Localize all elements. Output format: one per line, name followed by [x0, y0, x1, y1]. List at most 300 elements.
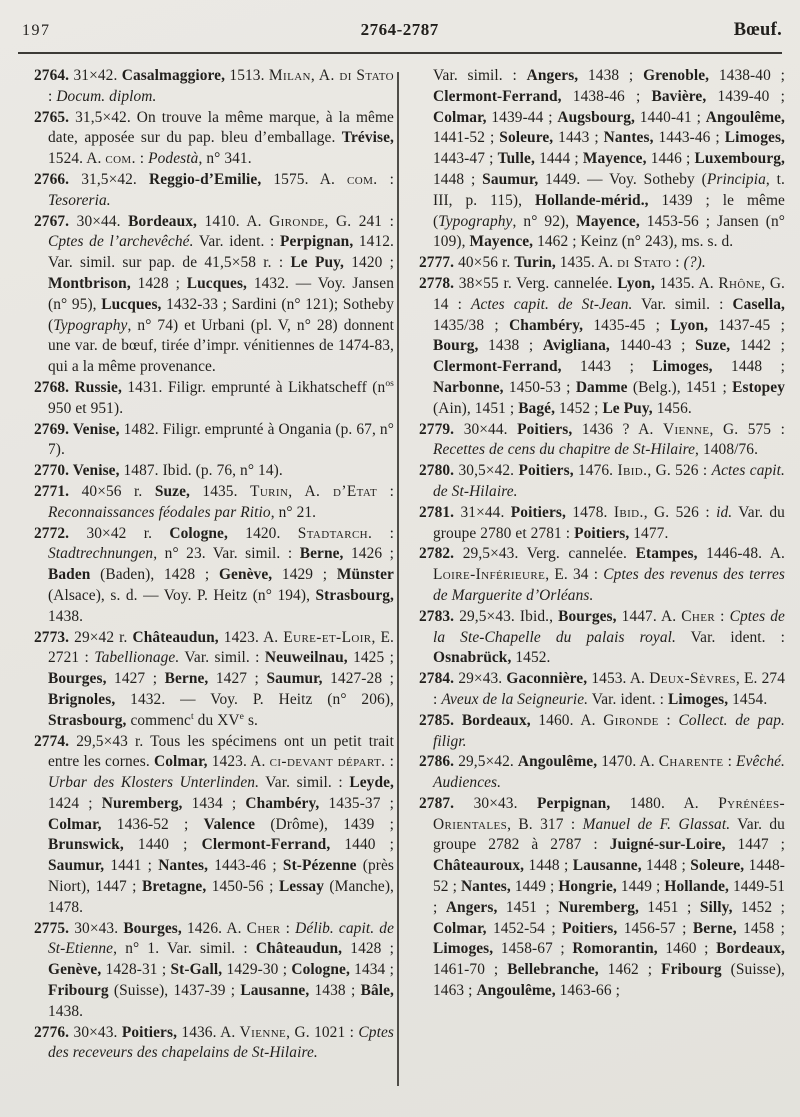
smallcaps-text: Vienne — [662, 420, 710, 438]
bold-text: 2786. — [419, 753, 455, 771]
plain-text: 1524. A. — [48, 150, 106, 168]
plain-text: 1460. A. — [530, 711, 604, 729]
page-body — [34, 66, 785, 1117]
smallcaps-text: com. — [347, 170, 378, 188]
smallcaps-text: Charente — [658, 753, 724, 771]
bold-text: Grenoble, — [643, 67, 710, 84]
entry-2786 — [419, 752, 785, 794]
bold-text: Mayence, — [576, 212, 640, 230]
plain-text: 1452-54 ; — [486, 919, 563, 937]
plain-text: 1448 ; — [433, 170, 483, 188]
entry-2768 — [34, 378, 394, 420]
plain-text: (Baden), 1428 ; — [90, 566, 219, 584]
plain-text: , n° 23. Var. simil. : — [153, 545, 300, 563]
plain-text: Var. simil. : — [259, 774, 350, 792]
plain-text: , E. 2721 : — [48, 628, 394, 667]
plain-text: 1440 ; — [330, 836, 394, 854]
bold-text: Angers, — [526, 67, 579, 84]
bold-text: Bourg, — [433, 337, 479, 355]
italic-text: Cptes de la Ste-Chapelle du palais royal. — [433, 607, 785, 646]
bold-text: Damme — [575, 378, 628, 396]
bold-text: Colmar, — [48, 815, 102, 833]
bold-text: Romorantin, — [572, 940, 658, 958]
plain-text: 1513. — [225, 67, 269, 84]
plain-text: 1424 ; — [48, 794, 102, 812]
bold-text: Brunswick, — [48, 836, 124, 854]
bold-text: Châteaudun, — [255, 940, 343, 958]
plain-text: , 1408/76. — [695, 441, 759, 459]
plain-text: , G. 1021 : — [286, 1023, 359, 1041]
italic-text: Cptes des receveurs des chapelains de St-Hilaire. — [48, 1023, 394, 1062]
bold-text: Bourges, — [48, 670, 107, 688]
bold-text: 2780. — [419, 462, 455, 480]
bold-text: Brignoles, — [48, 690, 116, 708]
bold-text: Cologne, — [169, 524, 228, 542]
bold-text: 2776. — [34, 1023, 70, 1041]
bold-text: Colmar, — [433, 108, 487, 126]
bold-text: Avigliana, — [542, 337, 610, 355]
plain-text: 1462 ; Keinz (n° 243), ms. s. d. — [533, 233, 734, 251]
italic-text: Actes capit. de St-Hilaire. — [433, 462, 785, 500]
plain-text: 1456. — [652, 399, 692, 417]
plain-text: 1454. — [728, 690, 768, 708]
plain-text: 1450-56 ; — [206, 878, 279, 896]
plain-text: 1447 ; — [725, 836, 785, 854]
bold-text: Strasbourg, — [315, 586, 394, 604]
entry-2770 — [34, 461, 394, 482]
plain-text: , G. 575 : — [709, 420, 786, 438]
entry-2772 — [34, 524, 394, 628]
bold-text: 2777. — [419, 254, 455, 272]
plain-text: , E. 274 : — [433, 670, 785, 708]
bold-text: Estopey — [732, 378, 786, 396]
plain-text: 1436 ? A. — [572, 420, 663, 438]
plain-text: 1432. — Voy. Jansen (n° 95), — [48, 274, 395, 313]
plain-text: : — [377, 482, 394, 500]
bold-text: Clermont-Ferrand, — [433, 87, 562, 105]
smallcaps-text: Eure-et-Loir — [283, 628, 372, 646]
entry-2784 — [419, 669, 785, 711]
plain-text: 1446-48. A. — [697, 545, 785, 563]
bold-text: Nantes, — [158, 857, 209, 875]
plain-text: 1444 ; — [534, 150, 583, 168]
bold-text: Bagé, — [518, 399, 556, 417]
plain-text: : — [715, 607, 730, 625]
bold-text: Angoulême, — [705, 108, 785, 126]
bold-text: Nuremberg, — [558, 898, 639, 916]
plain-text: 1443-47 ; — [433, 150, 498, 168]
plain-text: Var. simil. : — [179, 649, 265, 667]
smallcaps-text: Deux-Sèvres — [649, 670, 736, 688]
plain-text: 1429 ; — [272, 566, 337, 584]
italic-text: Collect. de pap. filigr. — [433, 711, 785, 750]
plain-text: , t. III, p. 115), — [433, 170, 785, 209]
plain-text: 1439-44 ; — [486, 108, 558, 126]
entry-2785 — [419, 711, 785, 753]
plain-text: 1480. A. — [610, 794, 719, 812]
bold-text: Münster — [336, 566, 394, 584]
plain-text: 1463-66 ; — [555, 982, 620, 1000]
plain-text: 30×42 r. — [69, 524, 170, 542]
plain-text: 1435. A. — [555, 254, 618, 272]
plain-text: (Alsace), s. d. — Voy. P. Heitz (n° 194), — [48, 586, 316, 604]
bold-text: 2778. — [419, 274, 455, 292]
plain-text: 1434 ; — [349, 961, 394, 979]
plain-text: 1438 ; — [578, 67, 644, 84]
bold-text: Poitiers, — [121, 1023, 178, 1041]
bold-text: Lausanne, — [572, 857, 642, 875]
bold-text: 2773. — [34, 628, 70, 646]
plain-text: 1448-52 ; — [433, 857, 786, 896]
entry-2780 — [419, 461, 785, 503]
italic-text: Podestà — [148, 150, 199, 168]
bold-text: Châteauroux, — [433, 857, 525, 875]
italic-text: Recettes de cens du chapitre de St-Hilaire — [433, 441, 696, 459]
bold-text: Strasbourg, — [48, 711, 127, 729]
plain-text: Var. simil. : — [433, 67, 527, 84]
plain-text: , E. 34 : — [545, 566, 604, 584]
plain-text: (Ain), 1451 ; — [433, 399, 519, 417]
bold-text: Poitiers, — [574, 524, 630, 542]
italic-text: Evêché. Audiences. — [433, 753, 785, 792]
plain-text: : — [385, 753, 395, 771]
plain-text: 29,5×43 r. Tous les spécimens ont un petit trait entre les cornes. — [48, 732, 394, 771]
plain-text: 1438 ; — [309, 982, 361, 1000]
plain-text: 1449. — Voy. Sotheby ( — [538, 170, 707, 188]
plain-text: Var. simil. : — [632, 295, 733, 313]
plain-text: : — [372, 524, 394, 542]
plain-text: (Drôme), 1439 ; — [255, 815, 394, 833]
bold-text: Silly, — [699, 898, 733, 916]
plain-text: 1420. — [227, 524, 298, 542]
bold-text: Tulle, — [497, 150, 535, 168]
plain-text: 1427-28 ; — [322, 670, 395, 688]
plain-text: , n° 74) et Urbani (pl. V, n° 28) donnent une var. de bœuf, tirée d’impr. vénitiennes de 1474-83, qui a la même provenance. — [48, 316, 394, 376]
plain-text: 1438-46 ; — [561, 87, 652, 105]
bold-text: Neuweilnau, — [264, 649, 348, 667]
plain-text: 1448 ; — [524, 857, 573, 875]
plain-text: 1423. A. — [218, 628, 284, 646]
plain-text: (Suisse), 1463 ; — [433, 961, 785, 1000]
plain-text: , G. 14 : — [433, 274, 785, 313]
plain-text: 29,5×42. — [454, 753, 518, 771]
plain-text: 40×56 r. — [69, 482, 155, 500]
smallcaps-text: Cher — [246, 919, 281, 937]
bold-text: 2764. — [34, 67, 70, 84]
plain-text: 1476. — [573, 462, 618, 480]
plain-text: 1438 ; — [478, 337, 543, 355]
plain-text: 1428-31 ; — [101, 961, 171, 979]
bold-text: Mayence, — [469, 233, 534, 251]
smallcaps-text: Gironde — [603, 711, 659, 729]
bold-text: Trévise, — [341, 129, 394, 147]
bold-text: 2771. — [34, 482, 70, 500]
bold-text: 2774. — [34, 732, 70, 750]
plain-text: 31,5×42. — [69, 170, 149, 188]
bold-text: Reggio-d’Emilie, — [148, 170, 262, 188]
bold-text: 2782. — [419, 545, 455, 563]
plain-text: 1435-37 ; — [319, 794, 394, 812]
page-header — [22, 20, 782, 44]
plain-text: 1437-45 ; — [708, 316, 786, 334]
bold-text: Limoges, — [667, 690, 729, 708]
plain-text: 31×44. — [454, 503, 511, 521]
bold-text: St-Gall, — [170, 961, 223, 979]
plain-text: 1435-45 ; — [583, 316, 671, 334]
smallcaps-text: Cher — [681, 607, 716, 625]
plain-text: 1427 ; — [106, 670, 165, 688]
italic-text: Cptes de l’archevêché. — [48, 233, 194, 251]
plain-text: 1429-30 ; — [222, 961, 292, 979]
plain-text: 38×55 r. Verg. cannelée. — [454, 274, 618, 292]
entry-2776 — [34, 1023, 394, 1065]
plain-text: 1448 ; — [712, 358, 785, 376]
bold-text: Juigné-sur-Loire, — [609, 836, 726, 854]
bold-text: Chambéry, — [509, 316, 584, 334]
entry-continuation-2776-suite — [419, 66, 785, 253]
plain-text: 1487. Ibid. (p. 76, n° 14). — [119, 462, 283, 480]
italic-text: Docum. diplom. — [56, 87, 157, 105]
bold-text: Narbonne, — [433, 378, 504, 396]
plain-text: 1440-41 ; — [634, 108, 706, 126]
plain-text: 1438-40 ; — [709, 67, 785, 84]
bold-text: Soleure, — [499, 129, 554, 147]
smallcaps-text: Milan, A. di Stato — [268, 67, 395, 84]
plain-text: , G. 241 : — [324, 212, 394, 230]
plain-text: 1438. — [48, 1002, 84, 1020]
plain-text: : — [377, 170, 394, 188]
entry-2774 — [34, 732, 394, 919]
bold-text: Bordeaux, — [128, 212, 198, 230]
plain-text: 1441-52 ; — [433, 129, 500, 147]
section-title: Bœuf. — [733, 20, 782, 40]
plain-text: 1427 ; — [208, 670, 267, 688]
plain-text: 1440 ; — [123, 836, 202, 854]
bold-text: Colmar, — [153, 753, 208, 771]
plain-text: Var. du groupe 2780 et 2781 : — [433, 503, 785, 542]
plain-text: Var. ident. : — [588, 690, 668, 708]
plain-text: 31,5×42. On trouve la même marque, à la même date, apposée sur du pap. bleu d’emballage. — [48, 108, 394, 147]
bold-text: Poitiers, — [517, 420, 573, 438]
plain-text: , n° 1. Var. simil. : — [113, 940, 256, 958]
bold-text: Châteaudun, — [132, 628, 219, 646]
bold-text: 2770. Venise, — [34, 462, 120, 480]
entry-2769 — [34, 420, 394, 462]
bold-text: St-Pézenne — [282, 857, 357, 875]
plain-text: 1428 ; — [342, 940, 394, 958]
bold-text: Bellebranche, — [507, 961, 599, 979]
bold-text: Suze, — [154, 482, 190, 500]
entry-2764 — [34, 66, 394, 108]
plain-text: (près Niort), 1447 ; — [48, 857, 394, 896]
bold-text: Hollande, — [664, 878, 729, 896]
smallcaps-text: di Stato — [617, 254, 672, 272]
bold-text: Genève, — [218, 566, 273, 584]
entry-2778 — [419, 274, 785, 420]
bold-text: Leyde, — [349, 774, 394, 792]
plain-text: : — [723, 753, 737, 771]
plain-text: 1449-51 ; — [433, 878, 785, 916]
smallcaps-text: Vienne — [239, 1023, 287, 1041]
plain-text: 1443-46 ; — [653, 129, 725, 147]
bold-text: Angoulême, — [476, 982, 556, 1000]
plain-text: 1432-33 ; Sardini (n° 121); Sotheby ( — [48, 295, 394, 334]
italic-text: Principia — [706, 170, 766, 188]
bold-text: Chambéry, — [245, 794, 320, 812]
column-divider — [397, 72, 399, 1086]
plain-text: 29×43. — [454, 670, 507, 688]
plain-text: 1443 ; — [561, 358, 653, 376]
bold-text: Valence — [203, 815, 256, 833]
plain-text: , G. 526 : — [647, 462, 712, 480]
plain-text: 1431. Filigr. emprunté à Likhatscheff (n — [121, 378, 386, 396]
smallcaps-text: Turin, A. d’Etat — [250, 482, 378, 500]
bold-text: 2767. — [34, 212, 70, 230]
plain-text: 1451 ; — [497, 898, 559, 916]
bold-text: Le Puy, — [602, 399, 653, 417]
bold-text: Limoges, — [724, 129, 785, 147]
smallcaps-text: Ibid. — [613, 503, 644, 521]
entry-2782 — [419, 544, 785, 606]
entry-2783 — [419, 607, 785, 669]
bold-text: Nuremberg, — [101, 794, 183, 812]
plain-text: 30×44. — [454, 420, 518, 438]
entry-range: 2764-2787 — [360, 20, 439, 39]
bold-text: 2779. — [419, 420, 455, 438]
bold-text: Lyon, — [670, 316, 709, 334]
plain-text: 1450-53 ; — [503, 378, 576, 396]
smallcaps-text: Ibid. — [617, 462, 648, 480]
italic-text: Urbar des Klosters Unterlinden. — [48, 774, 260, 792]
bold-text: 2787. — [419, 794, 455, 812]
plain-text: (Belg.), 1451 ; — [627, 378, 733, 396]
bold-text: Lucques, — [101, 295, 162, 313]
plain-text: 31×42. — [69, 67, 122, 84]
plain-text: , n° 341. — [198, 150, 252, 168]
plain-text: 29,5×43. Verg. cannelée. — [454, 545, 636, 563]
smallcaps-text: com. — [105, 150, 136, 168]
bold-text: Clermont-Ferrand, — [433, 358, 562, 376]
bold-text: Angers, — [445, 898, 498, 916]
plain-text: 1435. — [189, 482, 251, 500]
column-left — [34, 66, 394, 1064]
plain-text: 1439-40 ; — [706, 87, 785, 105]
plain-text: 30,5×42. — [454, 462, 519, 480]
plain-text: 1477. — [629, 524, 669, 542]
smallcaps-text: Rhône — [718, 274, 762, 292]
italic-text: Aveux de la Seigneurie. — [441, 690, 589, 708]
bold-text: Etampes, — [635, 545, 698, 563]
plain-text: 1456-57 ; — [617, 919, 693, 937]
bold-text: Gaconnière, — [506, 670, 588, 688]
plain-text: 1478. — [565, 503, 614, 521]
bold-text: Luxembourg, — [694, 150, 786, 168]
plain-text: : — [658, 711, 679, 729]
plain-text: 30×43. — [69, 919, 124, 937]
plain-text: 30×44. — [69, 212, 129, 230]
bold-text: Berne, — [692, 919, 737, 937]
plain-text: 1482. Filigr. emprunté à Ongania (p. 67, n° 7). — [48, 420, 394, 459]
column-right — [419, 66, 785, 1002]
plain-text: 1435/38 ; — [433, 316, 510, 334]
plain-text: , n° 21. — [270, 503, 317, 521]
plain-text: 1458 ; — [736, 919, 786, 937]
superscript-text: e — [239, 710, 244, 722]
plain-text: 1420 ; — [344, 254, 395, 272]
plain-text: 1442 ; — [730, 337, 786, 355]
plain-text: 1423. A. — [207, 753, 270, 771]
italic-text: (?). — [683, 254, 706, 272]
bold-text: Turin, — [514, 254, 556, 272]
bold-text: Lyon, — [617, 274, 655, 292]
italic-text: Délib. capit. de St-Etienne — [48, 919, 395, 958]
bold-text: Montbrison, — [48, 274, 131, 292]
plain-text: 1575. A. — [261, 170, 348, 188]
bold-text: Lucques, — [186, 274, 248, 292]
plain-text: Var. ident. : — [675, 628, 785, 646]
plain-text: , G. 526 : — [643, 503, 717, 521]
bold-text: Nantes, — [603, 129, 654, 147]
bold-text: Berne, — [299, 545, 344, 563]
plain-text: : — [135, 150, 149, 168]
plain-text: 1438. — [48, 607, 84, 625]
bold-text: Casalmaggiore, — [121, 67, 226, 84]
entry-2766 — [34, 170, 394, 212]
bold-text: Baden — [48, 566, 91, 584]
smallcaps-text: Loire-Inférieure — [433, 566, 546, 584]
plain-text: 30×43. — [454, 794, 538, 812]
bold-text: 2783. — [419, 607, 455, 625]
bold-text: Fribourg — [661, 961, 722, 979]
plain-text: 1451 ; — [638, 898, 700, 916]
smallcaps-text: ci-devant départ. — [269, 753, 386, 771]
plain-text: 1443 ; — [553, 129, 604, 147]
plain-text: 1432. — Voy. P. Heitz (n° 206), — [115, 690, 394, 708]
italic-text: Typography — [53, 316, 128, 334]
bold-text: Poitiers, — [562, 919, 618, 937]
bold-text: Nantes, — [460, 878, 511, 896]
plain-text: 1434 ; — [182, 794, 246, 812]
plain-text: 40×56 r. — [454, 254, 515, 272]
bold-text: Limoges, — [652, 358, 713, 376]
plain-text: (Suisse), 1437-39 ; — [108, 982, 241, 1000]
plain-text: 1453-56 ; Jansen (n° 109), — [433, 212, 785, 251]
plain-text: 1440-43 ; — [609, 337, 696, 355]
italic-text: Typography — [438, 212, 513, 230]
smallcaps-text: Gironde — [269, 212, 325, 230]
italic-text: Stadtrechnungen — [48, 545, 154, 563]
bold-text: 2769. Venise, — [34, 420, 120, 438]
plain-text: : — [671, 254, 684, 272]
plain-text: 1449 ; — [616, 878, 665, 896]
bold-text: Saumur, — [48, 857, 105, 875]
plain-text: 1462 ; — [598, 961, 662, 979]
smallcaps-text: Pyrénées-Orientales — [433, 794, 785, 833]
italic-text: id. — [716, 503, 733, 521]
italic-text: Cptes des revenus des terres de Marguerite d’Orléans. — [433, 566, 785, 604]
plain-text: 1461-70 ; — [433, 961, 508, 979]
bold-text: 2785. Bordeaux, — [419, 711, 531, 729]
plain-text: s. — [244, 711, 258, 729]
superscript-text: os — [385, 377, 394, 389]
plain-text: (Manche), 1478. — [48, 878, 395, 916]
bold-text: 2775. — [34, 919, 70, 937]
plain-text: , n° 92), — [512, 212, 577, 230]
bold-text: Augsbourg, — [557, 108, 635, 126]
plain-text: 1410. A. — [197, 212, 270, 230]
bold-text: Saumur, — [266, 670, 323, 688]
bold-text: Bâle, — [360, 982, 394, 1000]
